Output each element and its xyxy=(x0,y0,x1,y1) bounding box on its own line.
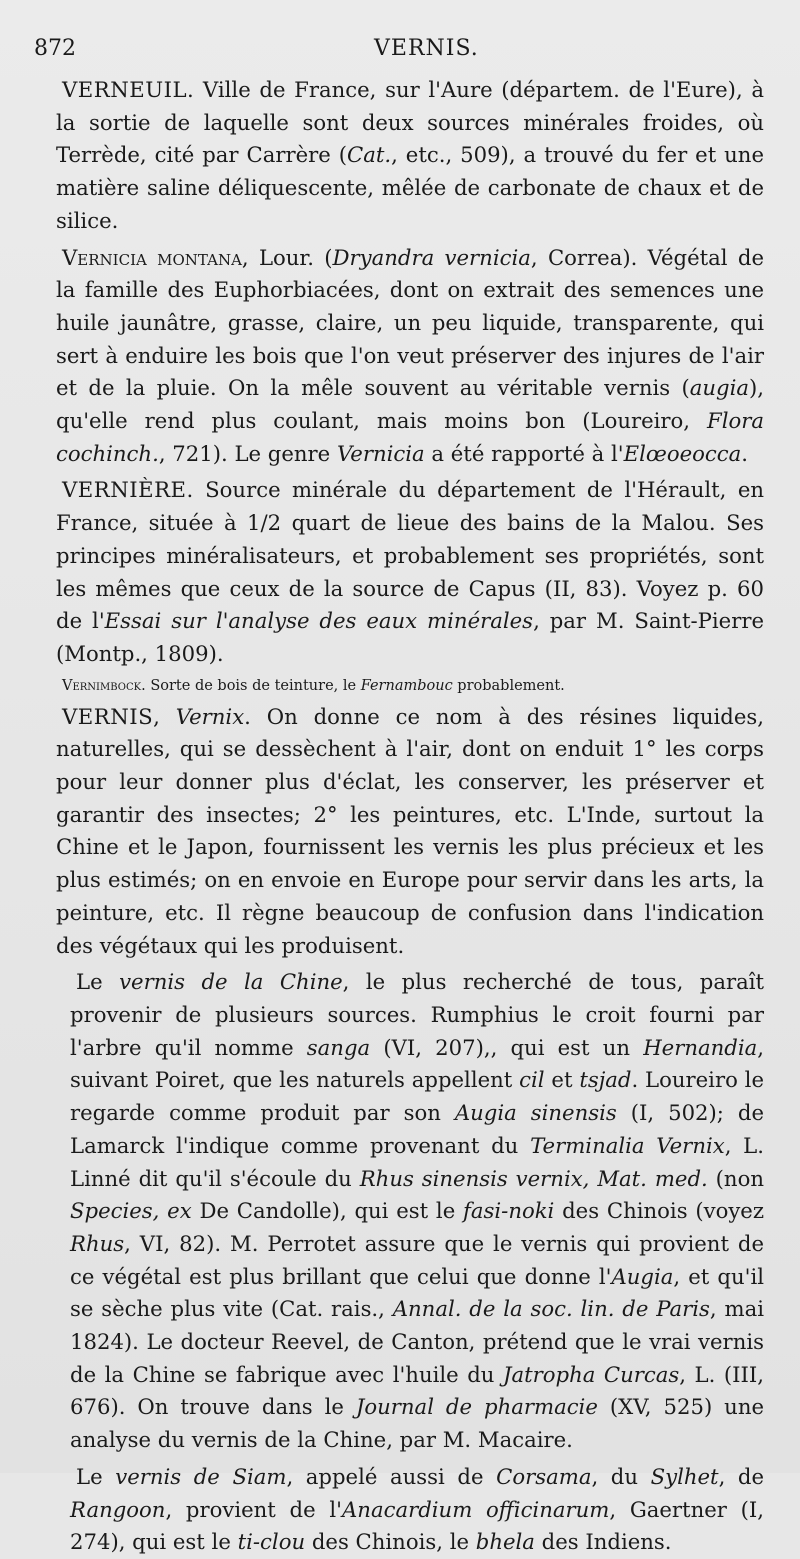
page-number: 872 xyxy=(34,36,76,61)
entry-verniere xyxy=(56,474,764,670)
entry-italic: Corsama xyxy=(496,1463,592,1489)
entry-italic: Cat. xyxy=(347,142,392,168)
entry-text: , L. (III, 676). On trouve dans le xyxy=(70,1361,764,1420)
entry-text: . xyxy=(741,440,748,466)
entry-text: , suivant Poiret, que les naturels appellent xyxy=(70,1034,764,1093)
entry-text: De Candolle), qui est le xyxy=(191,1198,464,1224)
entry-text: Sorte de bois de teinture, le xyxy=(145,677,361,694)
entry-italic: Jatropha Curcas xyxy=(502,1361,680,1387)
entry-text: Ville de France, sur l'Aure (départem. de l'Eure), à la sortie de laquelle sont deux sources minérales froides, où Terrède, cité par Carrère ( xyxy=(56,77,764,168)
entry-text: , de xyxy=(718,1463,765,1489)
entry-text: , du xyxy=(591,1463,651,1489)
entry-vernis xyxy=(56,701,764,963)
entry-text: (I, 502); de Lamarck l'indique comme provenant du xyxy=(70,1100,765,1158)
entry-italic: Species, ex xyxy=(70,1198,192,1224)
entry-text: , par M. Saint-Pierre (Montp., 1809). xyxy=(56,608,764,666)
entry-headword: VERNIS xyxy=(62,703,154,729)
paragraph-vernis-de-siam xyxy=(56,1461,764,1559)
entry-italic: bhela xyxy=(475,1529,535,1555)
entry-italic: Flora cochinch. xyxy=(56,408,764,466)
entry-text: . Loureiro le regarde comme produit par son xyxy=(70,1067,764,1126)
entry-text: des Chinois (voyez xyxy=(554,1198,765,1224)
entry-italic: Dryandra vernicia xyxy=(332,244,531,270)
entry-italic: Fernambouc xyxy=(360,677,453,694)
entry-verneuil xyxy=(56,74,764,238)
entry-text: , provient de l' xyxy=(165,1496,342,1522)
entry-italic: fasi-noki xyxy=(463,1198,555,1224)
entry-italic: sanga xyxy=(306,1034,371,1060)
entry-text: , Lour. ( xyxy=(241,244,333,270)
entry-vernimbock xyxy=(56,675,764,697)
entry-text: , Correa). Végétal de la famille des Euphorbiacées, dont on extrait des semences une huile jaunâtre, grasse, claire, un peu liquide, transparente, qui sert à enduire les bois que l'on veut préserver des injures de l'air et de la pluie. On la mêle souvent au véritable vernis ( xyxy=(56,244,764,401)
running-head: VERNIS. xyxy=(374,36,479,61)
entry-italic: Rangoon xyxy=(70,1496,166,1522)
entry-italic: Essai sur l'analyse des eaux minérales xyxy=(104,608,534,634)
entry-text: . On donne ce nom à des résines liquides, naturelles, qui se dessèchent à l'air, dont on enduit 1° les corps pour leur donner plus d'éclat, les conserver, les préserver et garantir des insectes; 2° les peintures, etc. L'Inde, surtout la Chine et le Japon, fournissent les vernis les plus précieux et les plus estimés; on en envoie en Europe pour servir dans les arts, la peinture, etc. Il règne beaucoup de confusion dans l'indication des végétaux qui les produisent. xyxy=(56,703,764,958)
entry-text: Le xyxy=(76,969,120,995)
entry-italic: Journal de pharmacie xyxy=(355,1394,598,1420)
entry-text: , mai 1824). Le docteur Reevel, de Canton, prétend que le vrai vernis de la Chine se fabrique avec l'huile du xyxy=(70,1296,764,1387)
entry-italic: Annal. de la soc. lin. de Paris xyxy=(392,1296,710,1322)
entry-italic: Rhus sinensis vernix, Mat. med. xyxy=(359,1165,708,1191)
entry-text: Source minérale du département de l'Hérault, en France, située à 1/2 quart de lieue des bains de la Malou. Ses principes minéralisateurs, et probablement ses propriétés, sont les mêmes que ceux de la source de Capus (II, 83). Voyez p. 60 de l' xyxy=(56,477,764,634)
entry-text: (VI, 207),, qui est un xyxy=(370,1034,644,1060)
entry-text: (XV, 525) une analyse du vernis de la Chine, par M. Macaire. xyxy=(70,1394,765,1453)
entry-italic: vernis de la Chine xyxy=(119,969,343,995)
entry-italic: Sylhet xyxy=(650,1463,719,1489)
entry-text: , 721). Le genre xyxy=(158,440,337,466)
entry-headword: Vernicia montana xyxy=(62,244,242,270)
entry-text: , Gaertner (I, 274), qui est le xyxy=(70,1496,764,1555)
entry-italic: ti-clou xyxy=(237,1529,306,1555)
entry-text: des Chinois, le xyxy=(305,1529,476,1555)
entry-italic: Terminalia Vernix xyxy=(530,1132,725,1158)
entry-text: , le plus recherché de tous, paraît provenir de plusieurs sources. Rumphius le croit fourni par l'arbre qu'il nomme xyxy=(70,969,764,1060)
entry-text: , appelé aussi de xyxy=(286,1463,497,1489)
entry-italic: Anacardium officinarum xyxy=(342,1496,610,1522)
entry-text: ), qu'elle rend plus coulant, mais moins bon (Loureiro, xyxy=(56,375,764,434)
entry-italic: tsjad xyxy=(579,1067,632,1093)
paragraph-vernis-de-la-chine xyxy=(56,966,764,1457)
entry-text: , xyxy=(153,703,176,729)
entry-italic: Rhus xyxy=(70,1230,125,1256)
entry-text: Le xyxy=(76,1463,116,1489)
entry-headword: VERNEUIL. xyxy=(62,77,195,102)
entry-italic: Hernandia xyxy=(643,1034,758,1060)
entry-headword: Vernimbock. xyxy=(62,677,146,694)
entry-text: , etc., 509), a trouvé du fer et une matière saline déliquescente, mêlée de carbonate de chaux et de silice. xyxy=(56,142,764,233)
entry-italic: Elœoeocca xyxy=(623,440,742,466)
entry-text: , VI, 82). M. Perrotet assure que le vernis qui provient de ce végétal est plus brillant que celui que donne l' xyxy=(70,1230,764,1289)
entry-italic: augia xyxy=(689,375,749,401)
entry-italic: Augia xyxy=(611,1263,674,1289)
entry-text: , et qu'il se sèche plus vite (Cat. rais., xyxy=(70,1263,765,1322)
entry-italic: Vernicia xyxy=(336,440,425,466)
page-header xyxy=(34,36,764,70)
entry-text: probablement. xyxy=(452,677,565,694)
entry-vernicia-montana xyxy=(56,242,764,471)
entry-text: (non xyxy=(707,1165,764,1191)
entry-italic: vernis de Siam xyxy=(115,1463,287,1489)
entry-headword: VERNIÈRE. xyxy=(62,477,194,503)
entry-italic: Augia sinensis xyxy=(454,1100,617,1126)
entry-text: a été rapporté à l' xyxy=(424,440,624,466)
entry-italic: Vernix xyxy=(175,703,245,729)
entry-italic: cil xyxy=(519,1067,545,1093)
entry-text: des Indiens. xyxy=(534,1529,672,1555)
entry-text: et xyxy=(544,1067,580,1093)
entry-text: , L. Linné dit qu'il s'écoule du xyxy=(70,1132,764,1191)
